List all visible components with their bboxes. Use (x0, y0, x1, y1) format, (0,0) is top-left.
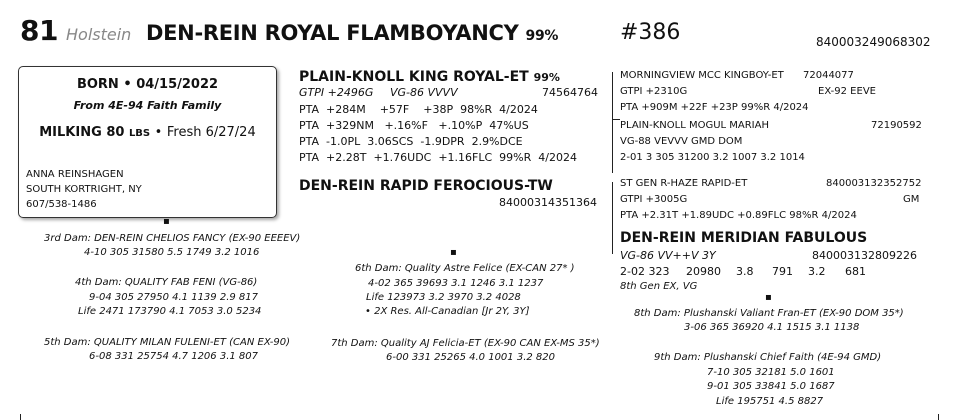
sire-dam-reg: 72190592 (871, 120, 922, 131)
dam-sire-pta: PTA +2.31T +1.89UDC +0.89FLC 98%R 4/2024 (620, 210, 857, 221)
sire-bracket-line (612, 72, 613, 173)
seventh-dam-line-1: 6-00 331 25265 4.0 1001 3.2 820 (386, 352, 556, 363)
bottom-tick-left (20, 414, 21, 420)
eighth-dam-title: 8th Dam: Plushanski Valiant Fran-ET (EX-90 DOM 35*) (634, 308, 904, 319)
sire-reg: 74564764 (542, 86, 598, 99)
owner-city: SOUTH KORTRIGHT, NY (26, 184, 142, 195)
sixth-dam-line-1: 4-02 365 39693 3.1 1246 3.1 1237 (368, 278, 544, 289)
milking-unit: LBS (128, 128, 151, 139)
sire-dam-name: PLAIN-KNOLL MOGUL MARIAH (620, 120, 769, 131)
born-sep: • (123, 77, 132, 92)
owner-phone: 607/538-1486 (26, 199, 97, 210)
sire-sire-name: MORNINGVIEW MCC KINGBOY-ET (620, 70, 784, 81)
ninth-dam-line-2: 9-01 305 33841 5.0 1687 (707, 381, 835, 392)
bottom-tick-right (938, 414, 939, 420)
dam-dam-gen: 8th Gen EX, VG (620, 281, 698, 292)
milking-label: MILKING (39, 125, 102, 140)
sire-pta-4: PTA +2.28T +1.76UDC +1.16FLC 99%R 4/2024 (299, 151, 577, 164)
sire-name-text: PLAIN-KNOLL KING ROYAL-ET (299, 69, 529, 85)
ninth-dam-title: 9th Dam: Plushanski Chief Faith (4E-94 GMD) (654, 352, 882, 363)
animal-name-text: DEN-REIN ROYAL FLAMBOYANCY (146, 21, 519, 45)
sire-dam-class: VG-88 VEVVV GMD DOM (620, 136, 743, 147)
dam-dam-class: VG-86 VV++V 3Y (620, 249, 716, 262)
sire-sire-reg: 72044077 (803, 70, 854, 81)
eighth-dam-line-1: 3-06 365 36920 4.1 1515 3.1 1138 (684, 322, 860, 333)
owner-name: ANNA REINSHAGEN (26, 169, 124, 180)
dam-dam-record-fat: 791 (772, 265, 793, 278)
dam-sire-reg: 840003132352752 (826, 178, 922, 189)
sire-pta-3: PTA -1.0PL 3.06SCS -1.9DPR 2.9%DCE (299, 135, 523, 148)
sixth-dam-title: 6th Dam: Quality Astre Felice (EX-CAN 27* ) (355, 263, 575, 274)
dam-dam-record-pro-pct: 3.2 (808, 265, 826, 278)
dam-name: DEN-REIN RAPID FEROCIOUS-TW (299, 178, 553, 194)
third-dam-title: 3rd Dam: DEN-REIN CHELIOS FANCY (EX-90 EEEEV) (44, 233, 301, 244)
dam-sire-tag: GM (903, 194, 920, 205)
sire-name (299, 69, 560, 85)
lot-number: 81 (20, 14, 58, 47)
breed-label: Holstein (66, 25, 132, 44)
ninth-dam-line-3: Life 195751 4.5 8827 (716, 396, 824, 407)
fourth-dam-line-1: 9-04 305 27950 4.1 1139 2.9 817 (89, 292, 259, 303)
fresh-date: Fresh 6/27/24 (166, 125, 256, 140)
sire-gtpi: GTPI +2496G (299, 86, 374, 99)
born-line (19, 77, 276, 92)
dam-bracket-line (612, 182, 613, 254)
sire-pta-1: PTA +284M +57F +38P 98%R 4/2024 (299, 103, 538, 116)
sire-pta-2: PTA +329NM +.16%F +.10%P 47%US (299, 119, 529, 132)
third-dam-line-1: 4-10 305 31580 5.5 1749 3.2 1016 (84, 247, 260, 258)
born-label: BORN (76, 77, 119, 92)
born-date: 04/15/2022 (136, 77, 219, 92)
fifth-dam-line-1: 6-08 331 25754 4.7 1206 3.1 807 (89, 351, 259, 362)
sixth-dam-line-3: • 2X Res. All-Canadian [Jr 2Y, 3Y] (365, 306, 530, 317)
bullet-2: ▪ (450, 247, 457, 258)
dam-dam-reg: 840003132809226 (812, 249, 917, 262)
dam-dam-record-fat-pct: 3.8 (736, 265, 754, 278)
sire-class: VG-86 VVVV (390, 86, 458, 99)
sire-sire-pta: PTA +909M +22F +23P 99%R 4/2024 (620, 102, 809, 113)
dam-sire-gtpi: GTPI +3005G (620, 194, 688, 205)
sire-bracket-tick (612, 119, 620, 120)
family-line: From 4E-94 Faith Family (73, 99, 222, 112)
catalog-number: #386 (620, 20, 681, 45)
seventh-dam-title: 7th Dam: Quality AJ Felicia-ET (EX-90 CAN EX-MS 35*) (331, 338, 600, 349)
bullet-1: ▪ (163, 216, 170, 227)
dam-dam-name: DEN-REIN MERIDIAN FABULOUS (620, 230, 868, 246)
fourth-dam-line-2: Life 2471 173790 4.1 7053 3.0 5234 (78, 306, 262, 317)
fourth-dam-title: 4th Dam: QUALITY FAB FENI (VG-86) (75, 277, 258, 288)
info-box (18, 66, 277, 218)
sire-sire-class: EX-92 EEVE (818, 86, 876, 97)
milking-line (19, 125, 276, 140)
ninth-dam-line-1: 7-10 305 32181 5.0 1601 (707, 367, 835, 378)
sire-dam-record: 2-01 3 305 31200 3.2 1007 3.2 1014 (620, 152, 805, 163)
milking-sep: • (154, 125, 163, 140)
sixth-dam-line-2: Life 123973 3.2 3970 3.2 4028 (366, 292, 521, 303)
sire-percent: 99% (533, 71, 560, 84)
dam-dam-record-age: 2-02 323 (620, 265, 670, 278)
dam-sire-name: ST GEN R-HAZE RAPID-ET (620, 178, 748, 189)
sire-sire-gtpi: GTPI +2310G (620, 86, 688, 97)
bullet-3: ▪ (765, 292, 772, 303)
animal-percent: 99% (525, 28, 559, 44)
milking-value: 80 (106, 125, 125, 140)
fifth-dam-title: 5th Dam: QUALITY MILAN FULENI-ET (CAN EX-90) (44, 337, 290, 348)
dam-dam-record-pro: 681 (845, 265, 866, 278)
dam-reg: 840003143513​64 (499, 196, 597, 209)
animal-name (146, 21, 558, 45)
registration-number: 840003249068302 (816, 35, 931, 49)
dam-dam-record-milk: 20980 (686, 265, 721, 278)
